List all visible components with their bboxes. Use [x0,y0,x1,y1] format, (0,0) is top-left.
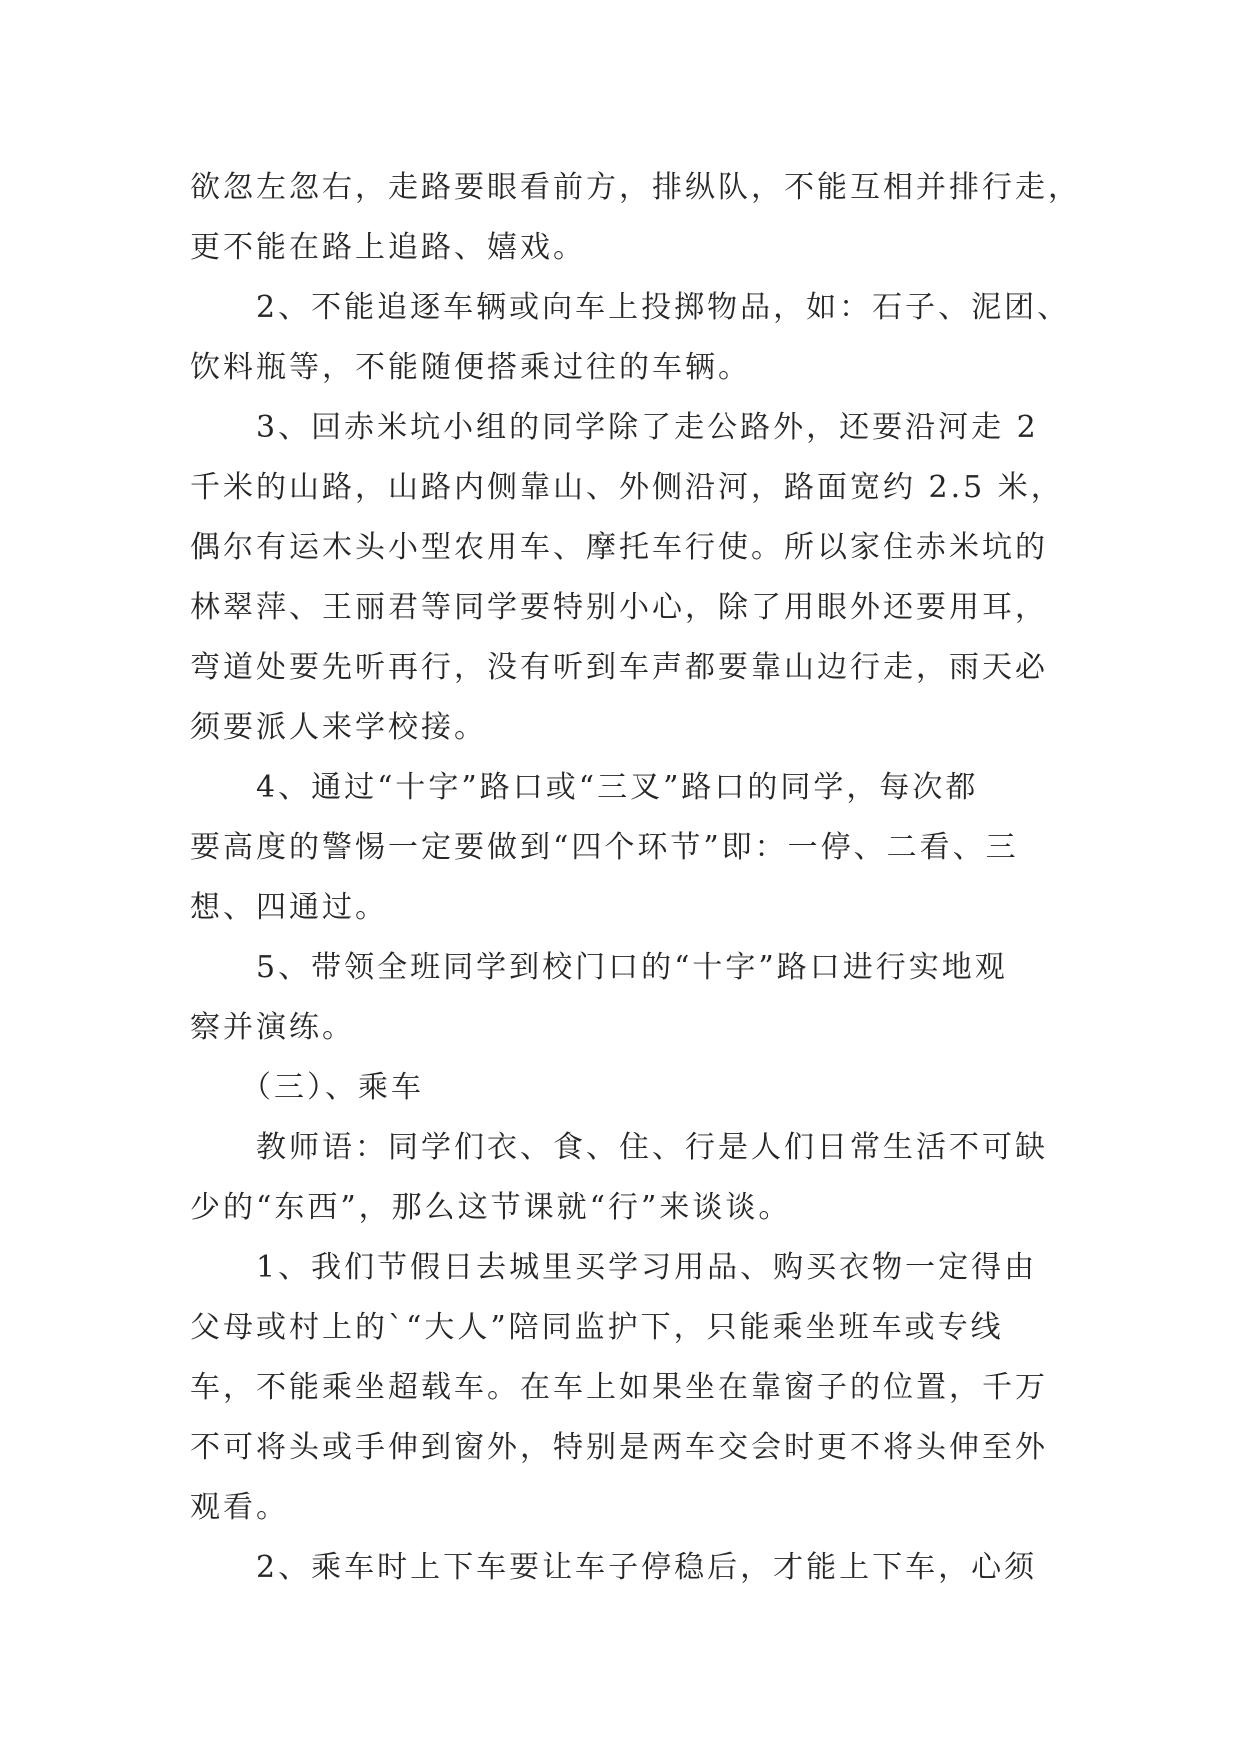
paragraph [190,158,1081,278]
text-line: 2、乘车时上下车要让车子停稳后，才能上下车，心须 [190,1550,1038,1585]
section-heading [190,1058,1060,1118]
text-line: 偶尔有运木头小型农用车、摩托车行使。所以家住赤米坑的 [190,530,1048,565]
text-line: 千米的山路，山路内侧靠山、外侧沿河，路面宽约 2.5 米， [190,470,1064,505]
text-line: 3、回赤米坑小组的同学除了走公路外，还要沿河走 2 [190,410,1039,445]
text-line: 察并演练。 [190,1010,355,1045]
text-line: 更不能在路上追路、嬉戏。 [190,230,586,265]
text-line: 弯道处要先听再行，没有听到车声都要靠山边行走，雨天必 [190,650,1048,685]
text-line: 4、通过“十字”路口或“三叉”路口的同学，每次都 [190,770,979,805]
paragraph [190,398,1064,758]
text-line: 饮料瓶等，不能随便搭乘过往的车辆。 [190,350,751,385]
text-line: 要高度的警惕一定要做到“四个环节”即：一停、二看、三 [190,830,1019,865]
text-line: 不可将头或手伸到窗外，特别是两车交会时更不将头伸至外 [190,1430,1048,1465]
text-line: 1、我们节假日去城里买学习用品、购买衣物一定得由 [190,1250,1038,1285]
text-line: 车，不能乘坐超载车。在车上如果坐在靠窗子的位置，千万 [190,1370,1048,1405]
text-line: 教师语：同学们衣、食、住、行是人们日常生活不可缺 [190,1130,1048,1165]
paragraph [190,1238,1060,1538]
text-line: 少的“东西”，那么这节课就“行”来谈谈。 [190,1190,792,1225]
text-line: 5、带领全班同学到校门口的“十字”路口进行实地观 [190,950,1008,985]
text-line: （三）、乘车 [190,1070,424,1105]
text-line: 想、四通过。 [190,890,388,925]
paragraph [190,1118,1060,1238]
text-line: 欲忽左忽右，走路要眼看前方，排纵队，不能互相并排行走， [190,170,1081,205]
paragraph [190,938,1060,1058]
text-line: 观看。 [190,1490,289,1525]
paragraph [190,278,1071,398]
paragraph [190,1538,1060,1598]
document-body [190,158,1081,1598]
paragraph [190,758,1060,938]
text-line: 林翠萍、王丽君等同学要特别小心，除了用眼外还要用耳， [190,590,1048,625]
text-line: 须要派人来学校接。 [190,710,487,745]
text-line: 父母或村上的`“大人”陪同监护下，只能乘坐班车或专线 [190,1310,1004,1345]
text-line: 2、不能追逐车辆或向车上投掷物品，如：石子、泥团、 [190,290,1071,325]
